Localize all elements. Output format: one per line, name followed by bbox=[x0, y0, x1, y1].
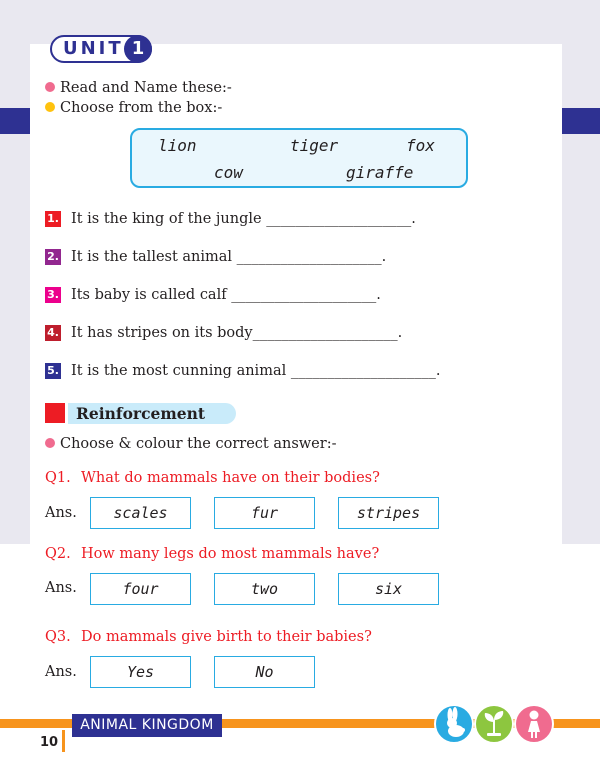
instruction-read-name: Read and Name these:- bbox=[45, 80, 232, 96]
fill-question-5: 5. It is the most cunning animal ____________________. bbox=[45, 363, 440, 379]
yellow-bullet-icon bbox=[45, 102, 55, 112]
reinforcement-heading: Reinforcement bbox=[68, 403, 236, 424]
mcq-question-1: Q1. What do mammals have on their bodies? bbox=[45, 470, 380, 486]
pink-bullet-icon bbox=[45, 82, 55, 92]
mcq-question-2: Q2. How many legs do most mammals have? bbox=[45, 546, 380, 562]
question-number-3: 3. bbox=[45, 287, 61, 303]
worksheet-panel bbox=[30, 44, 562, 564]
option-no[interactable]: No bbox=[214, 656, 315, 688]
option-four[interactable]: four bbox=[90, 573, 191, 605]
fill-question-4: 4. It has stripes on its body____________________. bbox=[45, 325, 402, 341]
rabbit-icon bbox=[434, 704, 474, 744]
option-stripes[interactable]: stripes bbox=[338, 497, 439, 529]
fill-question-2: 2. It is the tallest animal ____________________. bbox=[45, 249, 386, 265]
word-cow: cow bbox=[214, 163, 243, 182]
pink-bullet-icon bbox=[45, 438, 55, 448]
page-number-divider bbox=[62, 730, 65, 752]
option-fur[interactable]: fur bbox=[214, 497, 315, 529]
ans-label-3: Ans. bbox=[45, 664, 77, 680]
ans-label-1: Ans. bbox=[45, 505, 77, 521]
word-giraffe: giraffe bbox=[346, 163, 414, 182]
ans-label-2: Ans. bbox=[45, 580, 77, 596]
decor-band-right bbox=[562, 108, 600, 134]
word-tiger: tiger bbox=[290, 136, 339, 155]
option-two[interactable]: two bbox=[214, 573, 315, 605]
reinforcement-instruction: Choose & colour the correct answer:- bbox=[45, 436, 336, 452]
mcq-question-3: Q3. Do mammals give birth to their babies? bbox=[45, 629, 372, 645]
option-scales[interactable]: scales bbox=[90, 497, 191, 529]
plant-icon bbox=[474, 704, 514, 744]
question-number-1: 1. bbox=[45, 211, 61, 227]
fill-question-3: 3. Its baby is called calf ____________________. bbox=[45, 287, 381, 303]
page-number: 10 bbox=[40, 735, 59, 750]
unit-label: UNIT bbox=[63, 38, 124, 59]
footer-title: ANIMAL KINGDOM bbox=[72, 714, 222, 737]
word-fox: fox bbox=[406, 136, 435, 155]
girl-icon bbox=[514, 704, 554, 744]
unit-number: 1 bbox=[124, 35, 152, 63]
unit-badge bbox=[50, 35, 152, 63]
fill-question-1: 1. It is the king of the jungle ____________________. bbox=[45, 211, 416, 227]
option-six[interactable]: six bbox=[338, 573, 439, 605]
instruction-choose-box: Choose from the box:- bbox=[45, 100, 222, 116]
question-number-2: 2. bbox=[45, 249, 61, 265]
word-lion: lion bbox=[158, 136, 197, 155]
reinforcement-marker bbox=[45, 403, 65, 423]
question-number-4: 4. bbox=[45, 325, 61, 341]
question-number-5: 5. bbox=[45, 363, 61, 379]
option-yes[interactable]: Yes bbox=[90, 656, 191, 688]
word-box bbox=[130, 128, 468, 188]
